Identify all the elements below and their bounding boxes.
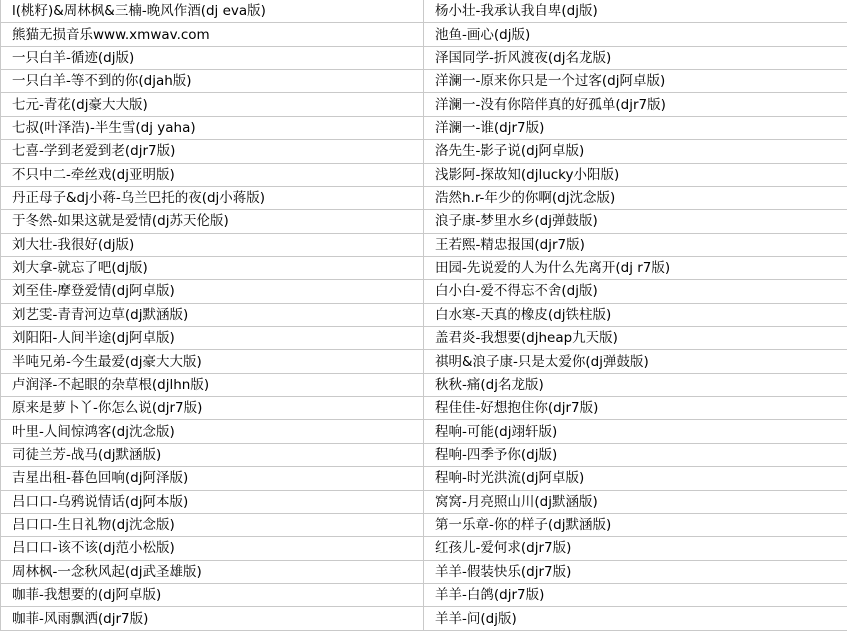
- song-cell-left: 刘大拿-就忘了吧(dj版): [1, 256, 424, 279]
- song-cell-right: 盖君炎-我想要(djheap九天版): [424, 327, 847, 350]
- table-row: [1, 513, 847, 536]
- table-row: [1, 23, 847, 46]
- song-cell-left: 吕口口-该不该(dj范小松版): [1, 537, 424, 560]
- song-cell-left: 七喜-学到老爱到老(djr7版): [1, 140, 424, 163]
- song-cell-right: 红孩儿-爱何求(djr7版): [424, 537, 847, 560]
- song-cell-left: 于冬然-如果这就是爱情(dj苏天伦版): [1, 210, 424, 233]
- song-cell-left: 一只白羊-等不到的你(djah版): [1, 70, 424, 93]
- table-row: [1, 467, 847, 490]
- song-cell-left: 刘至佳-摩登爱情(dj阿卓版): [1, 280, 424, 303]
- table-row: [1, 350, 847, 373]
- table-row: [1, 0, 847, 23]
- table-row: [1, 256, 847, 279]
- song-cell-left: 一只白羊-循迹(dj版): [1, 46, 424, 69]
- table-row: [1, 397, 847, 420]
- table-row: [1, 607, 847, 630]
- song-cell-right: 祺明&浪子康-只是太爱你(dj弹鼓版): [424, 350, 847, 373]
- song-cell-left: 刘艺雯-青青河边草(dj默涵版): [1, 303, 424, 326]
- song-cell-right: 洋澜一-没有你陪伴真的好孤单(djr7版): [424, 93, 847, 116]
- song-cell-right: 田园-先说爱的人为什么先离开(dj r7版): [424, 256, 847, 279]
- song-cell-right: 程响-四季予你(dj版): [424, 443, 847, 466]
- table-row: [1, 583, 847, 606]
- table-row: [1, 116, 847, 139]
- song-cell-left: 不只中二-牵丝戏(dj亚明版): [1, 163, 424, 186]
- song-cell-left: 吉星出租-暮色回响(dj阿泽版): [1, 467, 424, 490]
- song-cell-left: 熊猫无损音乐www.xmwav.com: [1, 23, 424, 46]
- song-cell-right: 泽国同学-折风渡夜(dj名龙版): [424, 46, 847, 69]
- song-cell-left: 原来是萝卜丫-你怎么说(djr7版): [1, 397, 424, 420]
- song-cell-left: 司徒兰芳-战马(dj默涵版): [1, 443, 424, 466]
- song-cell-right: 洛先生-影子说(dj阿卓版): [424, 140, 847, 163]
- song-cell-left: 卢润泽-不起眼的杂草根(djlhn版): [1, 373, 424, 396]
- song-cell-right: 程响-可能(dj翊轩版): [424, 420, 847, 443]
- table-row: [1, 186, 847, 209]
- table-row: [1, 210, 847, 233]
- table-row: [1, 443, 847, 466]
- song-cell-right: 杨小壮-我承认我自卑(dj版): [424, 0, 847, 23]
- song-cell-right: 秋秋-痛(dj名龙版): [424, 373, 847, 396]
- song-cell-right: 程佳佳-好想抱住你(djr7版): [424, 397, 847, 420]
- song-cell-right: 池鱼-画心(dj版): [424, 23, 847, 46]
- table-row: [1, 46, 847, 69]
- song-table-body: [1, 0, 847, 630]
- table-row: [1, 560, 847, 583]
- song-cell-right: 羊羊-白鸽(djr7版): [424, 583, 847, 606]
- table-row: [1, 327, 847, 350]
- song-cell-left: 咖菲-我想要的(dj阿卓版): [1, 583, 424, 606]
- table-row: [1, 537, 847, 560]
- song-cell-right: 洋澜一-原来你只是一个过客(dj阿卓版): [424, 70, 847, 93]
- song-cell-left: 周林枫-一念秋风起(dj武圣雄版): [1, 560, 424, 583]
- table-row: [1, 140, 847, 163]
- song-cell-right: 白水寒-天真的橡皮(dj铁柱版): [424, 303, 847, 326]
- song-cell-right: 第一乐章-你的样子(dj默涵版): [424, 513, 847, 536]
- song-cell-right: 王若熙-精忠报国(djr7版): [424, 233, 847, 256]
- table-row: [1, 490, 847, 513]
- song-cell-left: 吕口口-乌鸦说情话(dj阿本版): [1, 490, 424, 513]
- song-cell-right: 浩然h.r-年少的你啊(dj沈念版): [424, 186, 847, 209]
- table-row: [1, 280, 847, 303]
- table-row: [1, 420, 847, 443]
- song-cell-right: 浅影阿-探故知(djlucky小阳版): [424, 163, 847, 186]
- song-cell-right: 洋澜一-谁(djr7版): [424, 116, 847, 139]
- song-cell-left: 吕口口-生日礼物(dj沈念版): [1, 513, 424, 536]
- table-row: [1, 233, 847, 256]
- song-cell-right: 白小白-爱不得忘不舍(dj版): [424, 280, 847, 303]
- table-row: [1, 303, 847, 326]
- song-cell-right: 浪子康-梦里水乡(dj弹鼓版): [424, 210, 847, 233]
- song-cell-left: 叶里-人间惊鸿客(dj沈念版): [1, 420, 424, 443]
- table-row: [1, 163, 847, 186]
- song-cell-left: 七叔(叶泽浩)-半生雪(dj yaha): [1, 116, 424, 139]
- song-cell-left: 七元-青花(dj豪大大版): [1, 93, 424, 116]
- song-cell-left: l(桃籽)&周林枫&三楠-晚风作酒(dj eva版): [1, 0, 424, 23]
- table-row: [1, 93, 847, 116]
- table-row: [1, 70, 847, 93]
- song-cell-right: 程响-时光洪流(dj阿卓版): [424, 467, 847, 490]
- song-cell-left: 丹正母子&dj小蒋-乌兰巴托的夜(dj小蒋版): [1, 186, 424, 209]
- table-row: [1, 373, 847, 396]
- song-cell-left: 刘阳阳-人间半途(dj阿卓版): [1, 327, 424, 350]
- song-cell-left: 刘大壮-我很好(dj版): [1, 233, 424, 256]
- song-cell-left: 咖菲-风雨飘洒(djr7版): [1, 607, 424, 630]
- song-cell-right: 窝窝-月亮照山川(dj默涵版): [424, 490, 847, 513]
- song-cell-right: 羊羊-问(dj版): [424, 607, 847, 630]
- song-cell-left: 半吨兄弟-今生最爱(dj豪大大版): [1, 350, 424, 373]
- song-cell-right: 羊羊-假装快乐(djr7版): [424, 560, 847, 583]
